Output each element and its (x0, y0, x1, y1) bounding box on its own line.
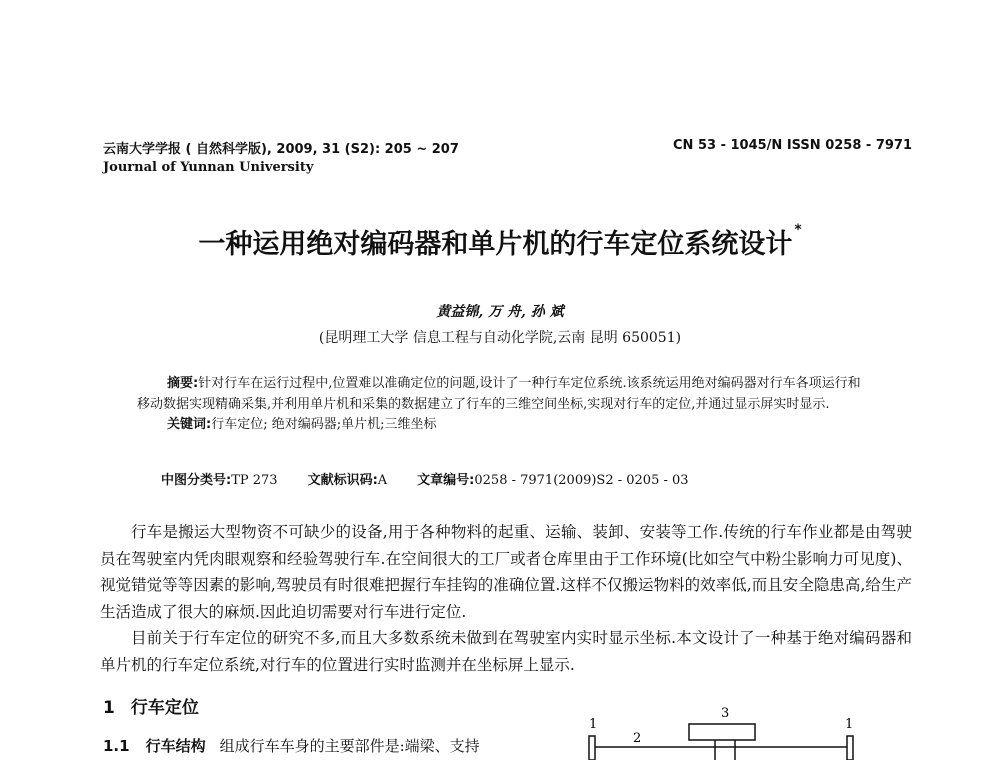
paper-title-text: 一种运用绝对编码器和单片机的行车定位系统设计 (198, 229, 793, 260)
section-heading (103, 693, 199, 718)
keywords-text: 行车定位; 绝对编码器;单片机;三维坐标 (211, 417, 437, 432)
affiliation: (昆明理工大学 信息工程与自动化学院,云南 昆明 650051) (318, 330, 682, 346)
subsection-title: 行车结构 (145, 737, 206, 755)
subsection-text: 组成行车车身的主要部件是:端梁、支持 (219, 737, 480, 755)
trolley (689, 724, 755, 740)
subsection-number: 1.1 (103, 737, 130, 755)
body-paragraph-2: 目前关于行车定位的研究不多,而且大多数系统未做到在驾驶室内实时显示坐标.本文设计了一种基于绝对编码器和单片机的行车定位系统,对行车的位置进行实时监测并在坐标屏上显示. (100, 629, 912, 674)
authors: 黄益锦, 万 舟, 孙 斌 (436, 304, 564, 320)
subsection (103, 735, 480, 756)
abstract-label: 摘要: (167, 376, 199, 391)
article-no-value: 0258 - 7971(2009)S2 - 0205 - 03 (474, 473, 689, 488)
figure-label-3: 3 (721, 706, 730, 721)
abstract-text: 针对行车在运行过程中,位置难以准确定位的问题,设计了一种行车定位系统.该系统运用绝对编码器对行车各项运行和移动数据实现精确采集,并利用单片机和采集的数据建立了行车的三维空间坐标,实现对行车的定位,并通过显示屏实时显示. (137, 376, 861, 412)
end-beam-right (847, 736, 853, 760)
issn-line: CN 53 - 1045/N ISSN 0258 - 7971 (673, 138, 913, 153)
paper-title (0, 222, 1000, 261)
journal-citation: 云南大学学报 ( 自然科学版), 2009, 31 (S2): 205 ~ 207 (103, 142, 459, 157)
section-title: 行车定位 (130, 698, 199, 718)
article-no-label: 文章编号: (417, 473, 475, 488)
doc-code-label: 文献标识码: (307, 473, 378, 488)
title-footnote-mark: * (794, 222, 802, 238)
abstract (137, 374, 867, 436)
clc-label: 中图分类号: (161, 473, 232, 488)
abstract-paragraph (137, 374, 867, 415)
journal-name-en: Journal of Yunnan University (103, 160, 314, 175)
keywords (137, 415, 867, 436)
classification-line (161, 469, 689, 488)
figure-label-2: 2 (633, 731, 642, 746)
section-number: 1 (103, 698, 115, 718)
figure-label-1-left: 1 (589, 717, 598, 732)
keywords-label: 关键词: (167, 417, 212, 432)
crane-structure-figure (575, 700, 875, 760)
body-paragraph-1: 行车是搬运大型物资不可缺少的设备,用于各种物料的起重、运输、装卸、安装等工作.传统的行车作业都是由驾驶员在驾驶室内凭肉眼观察和经验驾驶行车.在空间很大的工厂或者仓库里由于工作环境(比如空气中粉尘影响力可见度)、视觉错觉等等因素的影响,驾驶员有时很难把握行车挂钩的准确位置.这样不仅搬运物料的效率低,而且安全隐患高,给生产生活造成了很大的麻烦.因此迫切需要对行车进行定位. (100, 523, 912, 621)
figure-label-1-right: 1 (845, 717, 854, 732)
end-beam-left (589, 736, 595, 760)
clc-value: TP 273 (231, 473, 278, 488)
doc-code-value: A (377, 473, 388, 488)
body-text (100, 519, 912, 678)
